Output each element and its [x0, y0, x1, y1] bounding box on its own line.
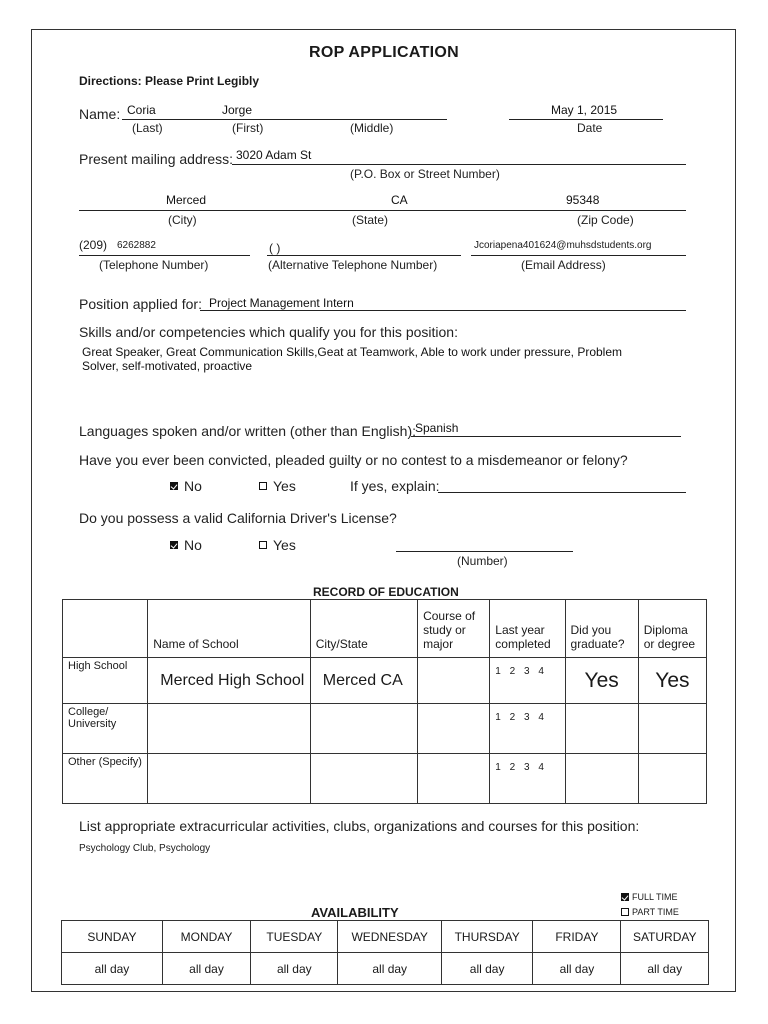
row-type: High School [63, 658, 148, 704]
state-label: (State) [352, 213, 389, 227]
education-row-other [63, 754, 707, 804]
city-value[interactable]: Merced [166, 193, 207, 207]
explain-line[interactable] [438, 492, 686, 493]
school-name-cell[interactable]: Merced High School [148, 658, 311, 704]
alt-phone-label: (Alternative Telephone Number) [268, 258, 438, 272]
street-line [232, 164, 686, 165]
education-row-college [63, 704, 707, 754]
last-name-value[interactable]: Coria [127, 103, 156, 117]
phone-value[interactable]: 6262882 [117, 240, 156, 251]
course-cell[interactable] [418, 754, 490, 804]
conviction-question: Have you ever been convicted, pleaded guilty or no contest to a misdemeanor or felony? [79, 452, 628, 468]
education-row-high-school [63, 658, 707, 704]
phone-line [79, 255, 250, 256]
header-city-state: City/State [310, 600, 417, 658]
street-value[interactable]: 3020 Adam St [236, 148, 312, 162]
time-wednesday[interactable]: all day [338, 953, 441, 985]
times-row [62, 953, 709, 985]
time-saturday[interactable]: all day [621, 953, 709, 985]
conviction-yes-option[interactable]: Yes [259, 478, 296, 494]
course-cell[interactable] [418, 704, 490, 754]
form-title: ROP APPLICATION [309, 44, 459, 61]
header-last-year: Last year completed [490, 600, 565, 658]
education-header-row [63, 600, 707, 658]
day-wednesday: WEDNESDAY [338, 921, 441, 953]
row-type: Other (Specify) [63, 754, 148, 804]
skills-line-1[interactable]: Great Speaker, Great Communication Skills,Geat at Teamwork, Able to work under pressure, Problem [82, 345, 623, 359]
date-value[interactable]: May 1, 2015 [551, 103, 618, 117]
availability-table [61, 920, 709, 985]
school-name-cell[interactable] [148, 704, 311, 754]
zip-value[interactable]: 95348 [566, 193, 600, 207]
time-monday[interactable]: all day [162, 953, 250, 985]
day-tuesday: TUESDAY [251, 921, 338, 953]
street-label: (P.O. Box or Street Number) [350, 167, 500, 181]
zip-label: (Zip Code) [577, 213, 634, 227]
directions: Directions: Please Print Legibly [79, 74, 260, 88]
position-value[interactable]: Project Management Intern [209, 296, 354, 310]
first-label: (First) [232, 121, 264, 135]
conviction-yes-checkbox[interactable] [259, 482, 267, 490]
day-friday: FRIDAY [533, 921, 621, 953]
phone-label: (Telephone Number) [99, 258, 209, 272]
education-title: RECORD OF EDUCATION [313, 585, 459, 599]
days-row [62, 921, 709, 953]
full-time-checkbox[interactable] [621, 893, 629, 901]
diploma-cell[interactable] [638, 704, 706, 754]
activities-value[interactable]: Psychology Club, Psychology [79, 843, 211, 854]
day-sunday: SUNDAY [62, 921, 163, 953]
languages-label: Languages spoken and/or written (other than English): [79, 423, 416, 439]
license-yes-checkbox[interactable] [259, 541, 267, 549]
time-friday[interactable]: all day [533, 953, 621, 985]
diploma-cell[interactable]: Yes [638, 658, 706, 704]
conviction-no-option[interactable]: No [170, 478, 202, 494]
header-course: Course of study or major [418, 600, 490, 658]
first-name-value[interactable]: Jorge [222, 103, 253, 117]
license-no-option[interactable]: No [170, 537, 202, 553]
city-state-zip-line [79, 210, 686, 211]
time-thursday[interactable]: all day [441, 953, 532, 985]
graduated-cell[interactable]: Yes [565, 658, 638, 704]
school-name-cell[interactable] [148, 754, 311, 804]
license-question: Do you possess a valid California Driver's License? [79, 510, 397, 526]
city-state-cell[interactable] [310, 704, 417, 754]
last-year-cell[interactable]: 1 2 3 4 [490, 754, 565, 804]
phone-area-code[interactable]: (209) [79, 238, 108, 252]
address-label: Present mailing address: [79, 151, 234, 167]
email-line [471, 255, 686, 256]
skills-line-2[interactable]: Solver, self-motivated, proactive [82, 359, 253, 373]
name-line [122, 119, 447, 120]
day-saturday: SATURDAY [621, 921, 709, 953]
full-time-option[interactable]: FULL TIME [621, 892, 678, 902]
city-label: (City) [168, 213, 197, 227]
availability-title: AVAILABILITY [311, 905, 399, 920]
last-year-cell[interactable]: 1 2 3 4 [490, 658, 565, 704]
city-state-cell[interactable] [310, 754, 417, 804]
part-time-option[interactable]: PART TIME [621, 907, 679, 917]
license-no-checkbox[interactable] [170, 541, 178, 549]
day-thursday: THURSDAY [441, 921, 532, 953]
diploma-cell[interactable] [638, 754, 706, 804]
email-label: (Email Address) [521, 258, 606, 272]
time-tuesday[interactable]: all day [251, 953, 338, 985]
position-line [200, 310, 686, 311]
middle-label: (Middle) [350, 121, 394, 135]
last-year-cell[interactable]: 1 2 3 4 [490, 704, 565, 754]
languages-value[interactable]: Spanish [415, 421, 459, 435]
time-sunday[interactable]: all day [62, 953, 163, 985]
license-yes-option[interactable]: Yes [259, 537, 296, 553]
state-value[interactable]: CA [391, 193, 408, 207]
header-graduate: Did you graduate? [565, 600, 638, 658]
graduated-cell[interactable] [565, 704, 638, 754]
date-label: Date [577, 121, 603, 135]
day-monday: MONDAY [162, 921, 250, 953]
date-line [509, 119, 663, 120]
course-cell[interactable] [418, 658, 490, 704]
city-state-cell[interactable]: Merced CA [310, 658, 417, 704]
header-school: Name of School [148, 600, 311, 658]
last-label: (Last) [132, 121, 163, 135]
row-type: College/ University [63, 704, 148, 754]
graduated-cell[interactable] [565, 754, 638, 804]
languages-line [411, 436, 681, 437]
education-table [62, 599, 707, 804]
header-blank [63, 600, 148, 658]
conviction-no-checkbox[interactable] [170, 482, 178, 490]
activities-label: List appropriate extracurricular activities, clubs, organizations and courses for this position: [79, 818, 640, 834]
explain-label: If yes, explain: [350, 478, 440, 494]
position-label: Position applied for: [79, 296, 202, 312]
email-value[interactable]: Jcoriapena401624@muhsdstudents.org [474, 240, 652, 251]
skills-label: Skills and/or competencies which qualify you for this position: [79, 324, 458, 340]
header-diploma: Diploma or degree [638, 600, 706, 658]
part-time-checkbox[interactable] [621, 908, 629, 916]
alt-phone-line [267, 255, 461, 256]
license-number-line[interactable] [396, 551, 573, 552]
alt-phone-value[interactable]: ( ) [269, 241, 281, 255]
license-number-label: (Number) [457, 554, 508, 568]
name-label: Name: [79, 106, 121, 122]
